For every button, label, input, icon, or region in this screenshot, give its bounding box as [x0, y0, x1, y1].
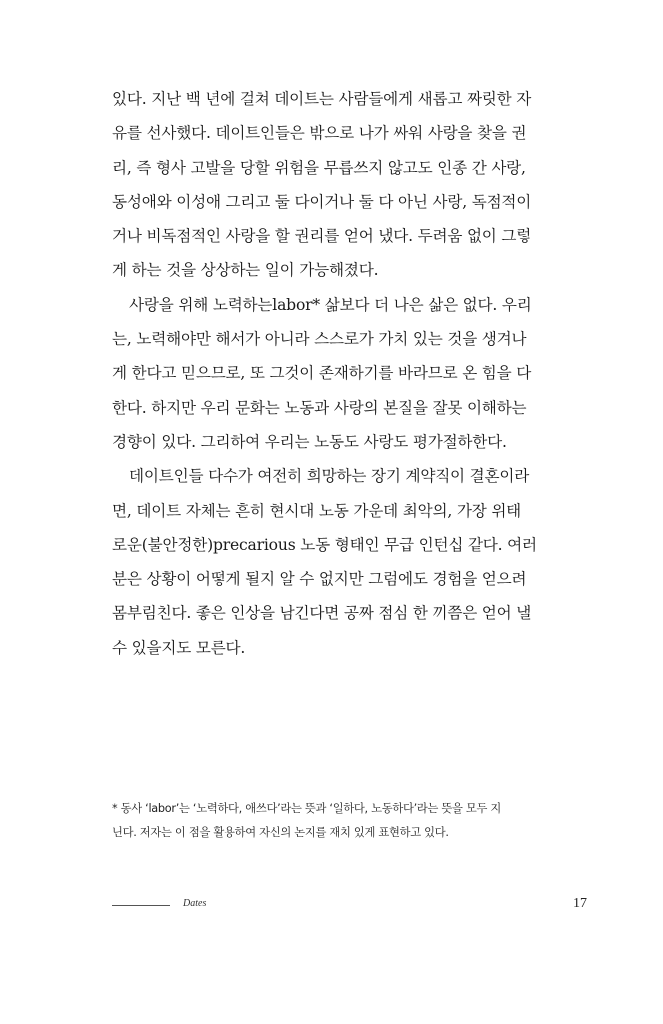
footnote-line: 닌다. 저자는 이 점을 활용하여 자신의 논지를 재치 있게 표현하고 있다.: [112, 826, 449, 839]
body-line: 게 한다고 믿으므로, 또 그것이 존재하기를 바라므로 온 힘을 다: [112, 364, 532, 383]
footnote: [112, 797, 586, 845]
footer-divider: [112, 905, 170, 906]
body-line: 한다. 하지만 우리 문화는 노동과 사랑의 본질을 잘못 이해하는: [112, 398, 527, 417]
body-line: 리, 즉 형사 고발을 당할 위험을 무릅쓰지 않고도 인종 간 사랑,: [112, 158, 526, 177]
body-line: 동성애와 이성애 그리고 둘 다이거나 둘 다 아닌 사랑, 독점적이: [112, 192, 532, 211]
body-line: 사랑을 위해 노력하는labor* 삶보다 더 나은 삶은 없다. 우리: [129, 295, 532, 314]
page-number: 17: [573, 896, 587, 911]
body-line: 분은 상황이 어떻게 될지 알 수 없지만 그럼에도 경험을 얻으려: [112, 570, 527, 589]
body-line: 수 있을지도 모른다.: [112, 638, 246, 657]
body-line: 게 하는 것을 상상하는 일이 가능해졌다.: [112, 261, 379, 280]
body-line: 데이트인들 다수가 여전히 희망하는 장기 계약직이 결혼이라: [129, 467, 530, 486]
body-text: [112, 82, 586, 665]
body-line: 거나 비독점적인 사랑을 할 권리를 얻어 냈다. 두려움 없이 그렇: [112, 227, 532, 246]
body-line: 는, 노력해야만 해서가 아니라 스스로가 가치 있는 것을 생겨나: [112, 330, 527, 349]
footnote-line: * 동사 ‘labor’는 ‘노력하다, 애쓰다’라는 뜻과 ‘일하다, 노동하다’라는 뜻을 모두 지: [112, 802, 502, 815]
running-title: Dates: [183, 898, 207, 909]
body-line: 로운(불안정한)precarious 노동 형태인 무급 인턴십 같다. 여러: [112, 535, 537, 554]
body-line: 유를 선사했다. 데이트인들은 밖으로 나가 싸워 사랑을 찾을 권: [112, 124, 527, 143]
body-line: 있다. 지난 백 년에 걸쳐 데이트는 사람들에게 새롭고 짜릿한 자: [112, 90, 532, 108]
body-line: 경향이 있다. 그리하여 우리는 노동도 사랑도 평가절하한다.: [112, 432, 507, 451]
body-line: 몸부림친다. 좋은 인상을 남긴다면 공짜 점심 한 끼쯤은 얻어 낼: [112, 604, 532, 623]
body-line: 면, 데이트 자체는 흔히 현시대 노동 가운데 최악의, 가장 위태: [112, 501, 522, 520]
